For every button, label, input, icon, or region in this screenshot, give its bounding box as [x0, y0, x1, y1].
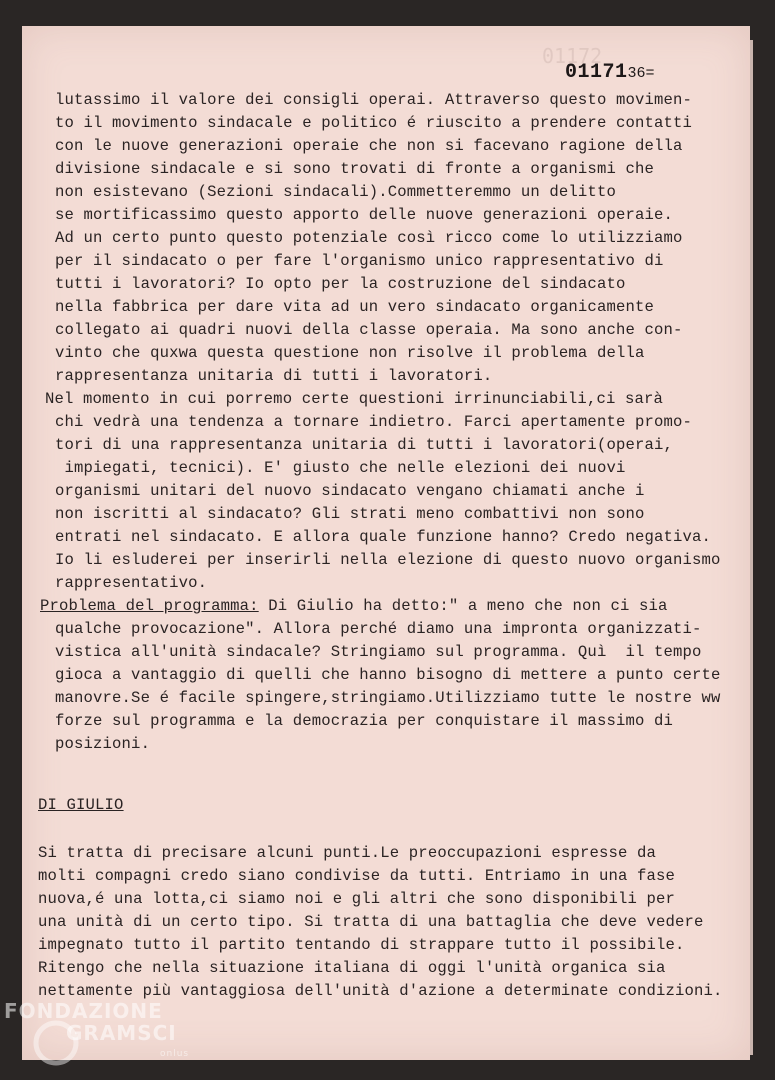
page-number-suffix: 36=: [627, 65, 655, 82]
speaker-heading: DI GIULIO: [38, 796, 124, 814]
text-line: forze sul programma e la democrazia per conquistare il massimo di: [55, 712, 674, 730]
text-line: gioca a vantaggio di quelli che hanno bisogno di mettere a punto certe: [55, 666, 721, 684]
text-line: impegnato tutto il partito tentando di strappare tutto il possibile.: [38, 936, 685, 954]
text-line: qualche provocazione". Allora perché diamo una impronta organizzati-: [55, 620, 702, 638]
text-line: divisione sindacale e si sono trovati di fronte a organismi che: [55, 160, 654, 178]
text-line: Si tratta di precisare alcuni punti.Le preoccupazioni espresse da: [38, 844, 657, 862]
text-line: con le nuove generazioni operaie che non si facevano ragione della: [55, 137, 683, 155]
text-line: impiegati, tecnici). E' giusto che nelle elezioni dei nuovi: [55, 459, 626, 477]
text-line: nuova,é una lotta,ci siamo noi e gli altri che sono disponibili per: [38, 890, 676, 908]
text-line: tutti i lavoratori? Io opto per la costruzione del sindacato: [55, 275, 626, 293]
programma-label: Problema del programma:: [40, 597, 259, 615]
text-line: [40, 596, 668, 616]
text-line: chi vedrà una tendenza a tornare indietro. Farci apertamente promo-: [55, 413, 693, 431]
text-line: to il movimento sindacale e politico é riuscito a prendere contatti: [55, 114, 693, 132]
text-line: vistica all'unità sindacale? Stringiamo sul programma. Quì il tempo: [55, 643, 702, 661]
text-line: manovre.Se é facile spingere,stringiamo.Utilizziamo tutte le nostre ww: [55, 689, 721, 707]
text-line: collegato ai quadri nuovi della classe operaia. Ma sono anche con-: [55, 321, 683, 339]
text-line: nettamente più vantaggiosa dell'unità d'azione a determinate condizioni.: [38, 982, 723, 1000]
text-line: non iscritti al sindacato? Gli strati meno combattivi non sono: [55, 505, 645, 523]
text-line: Ritengo che nella situazione italiana di oggi l'unità organica sia: [38, 959, 666, 977]
text-line: se mortificassimo questo apporto delle nuove generazioni operaie.: [55, 206, 674, 224]
bleed-through-number: 01172: [542, 44, 603, 68]
text-line: tori di una rappresentanza unitaria di tutti i lavoratori(operai,: [55, 436, 674, 454]
page-number: [565, 61, 655, 84]
text-line: non esistevano (Sezioni sindacali).Commetteremmo un delitto: [55, 183, 616, 201]
text-line: vinto che quxwa questa questione non risolve il problema della: [55, 344, 645, 362]
text-line: per il sindacato o per fare l'organismo unico rappresentativo di: [55, 252, 664, 270]
text-line: nella fabbrica per dare vita ad un vero sindacato organicamente: [55, 298, 654, 316]
watermark-line1: FONDAZIONE: [4, 999, 163, 1023]
page-edge: [750, 40, 753, 1055]
text-line: Ad un certo punto questo potenziale così ricco come lo utilizziamo: [55, 229, 683, 247]
text-line: Io li esluderei per inserirli nella elezione di questo nuovo organismo: [55, 551, 721, 569]
text-line: molti compagni credo siano condivise da tutti. Entriamo in una fase: [38, 867, 676, 885]
text-line: entrati nel sindacato. E allora quale funzione hanno? Credo negativa.: [55, 528, 712, 546]
text-line: posizioni.: [55, 735, 151, 753]
programma-first-line: Di Giulio ha detto:" a meno che non ci sia: [258, 597, 668, 615]
fondazione-gramsci-watermark: [0, 993, 190, 1073]
text-line: rappresentativo.: [55, 574, 208, 592]
page-number-main: 01171: [565, 61, 628, 84]
watermark-line2: GRAMSCI: [66, 1021, 177, 1045]
watermark-line3: onlus: [160, 1049, 190, 1059]
text-line: Nel momento in cui porremo certe questioni irrinunciabili,ci sarà: [45, 390, 664, 408]
text-line: rappresentanza unitaria di tutti i lavoratori.: [55, 367, 493, 385]
text-line: organismi unitari del nuovo sindacato vengano chiamati anche i: [55, 482, 645, 500]
typewritten-page: [22, 26, 750, 1060]
text-line: una unità di un certo tipo. Si tratta di una battaglia che deve vedere: [38, 913, 704, 931]
text-line: lutassimo il valore dei consigli operai. Attraverso questo movimen-: [55, 91, 693, 109]
